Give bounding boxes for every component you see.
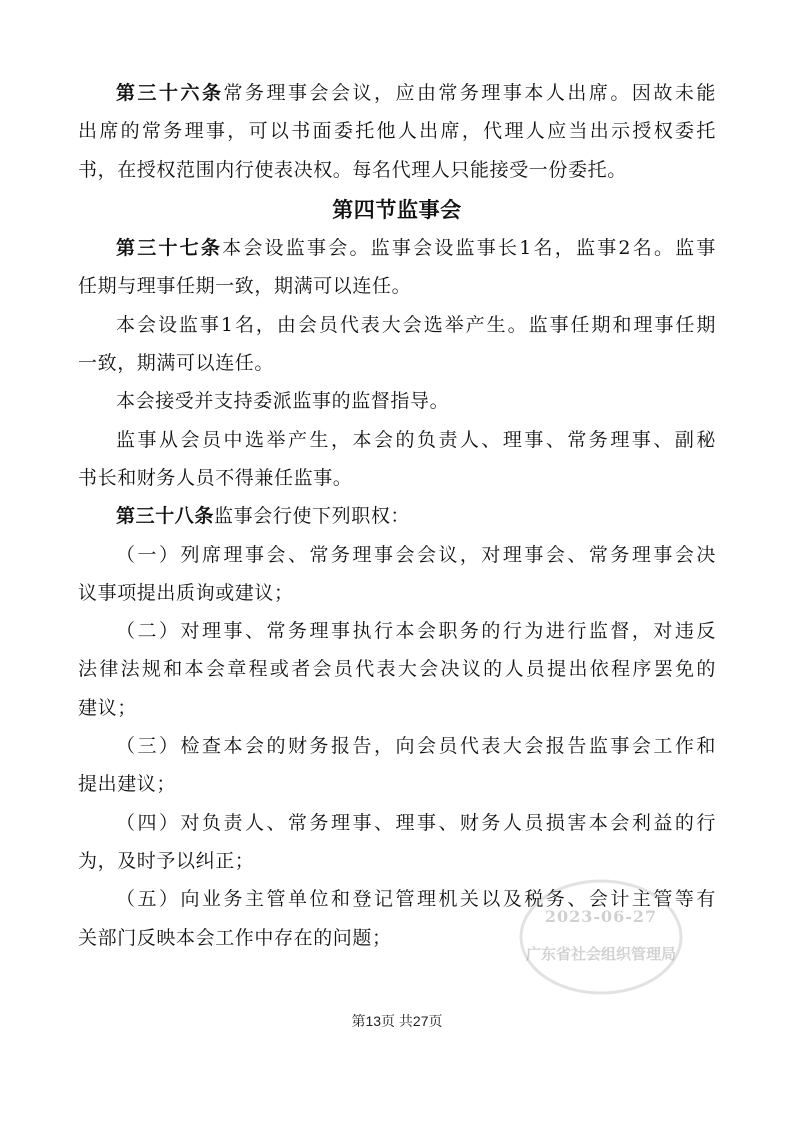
paragraph-p2 [78, 229, 716, 306]
line-text: 本会接受并支持委派监事的监督指导。 [116, 390, 450, 413]
paragraph-p9 [78, 727, 716, 804]
text-line [78, 382, 716, 420]
line-text: 法律法规和本会章程或者会员代表大会决议的人员提出依程序罢免的 [78, 658, 716, 681]
line-text: 书，在授权范围内行使表决权。每名代理人只能接受一份委托。 [78, 158, 627, 181]
paragraph-p6 [78, 497, 716, 535]
text-line [78, 112, 716, 150]
text-line [78, 497, 716, 535]
article-number: 第三十八条 [116, 505, 215, 528]
text-line [78, 765, 716, 803]
seal-date: 2023-06-27 [544, 907, 658, 926]
article-number: 第三十七条 [116, 237, 223, 260]
paragraph-p4 [78, 382, 716, 420]
text-line [78, 344, 716, 382]
text-line [78, 842, 716, 880]
paragraph-p3 [78, 306, 716, 383]
line-text: （四）对负责人、常务理事、理事、财务人员损害本会利益的行 [116, 811, 716, 834]
paragraph-p8 [78, 612, 716, 727]
line-text: 为，及时予以纠正； [78, 849, 255, 872]
text-line [78, 421, 716, 459]
page-number-footer: 第13页 共27页 [351, 1013, 443, 1029]
document-body [78, 74, 716, 957]
line-text: 本会设监事1名，由会员代表大会选举产生。监事任期和理事任期 [116, 313, 716, 336]
seal-ring-icon [517, 877, 685, 997]
text-line [78, 804, 716, 842]
line-text: 监事会行使下列职权： [214, 505, 411, 528]
line-text: 常务理事会会议，应由常务理事本人出席。因故未能 [223, 82, 716, 104]
text-line [78, 229, 716, 267]
text-line [78, 650, 716, 688]
text-line [78, 306, 716, 344]
text-line [78, 727, 716, 765]
paragraph-p7 [78, 536, 716, 613]
text-line [78, 151, 716, 189]
line-text: 本会设监事会。监事会设监事长1名，监事2名。监事 [222, 237, 716, 260]
line-text: 关部门反映本会工作中存在的问题； [78, 926, 392, 949]
line-text: （一）列席理事会、常务理事会会议，对理事会、常务理事会决 [116, 543, 716, 566]
line-text: 建议； [78, 696, 137, 719]
line-text: 议事项提出质询或建议； [78, 581, 294, 604]
text-line [78, 267, 716, 305]
line-text: 监事从会员中选举产生，本会的负责人、理事、常务理事、副秘 [116, 428, 716, 451]
line-text: （二）对理事、常务理事执行本会职务的行为进行监督，对违反 [116, 620, 716, 643]
line-text: 书长和财务人员不得兼任监事。 [78, 466, 353, 489]
paragraph-p1 [78, 74, 716, 189]
text-line [78, 574, 716, 612]
line-text: 提出建议； [78, 773, 177, 796]
official-seal-watermark [517, 877, 685, 997]
article-number: 第三十六条 [116, 82, 224, 104]
line-text: （五）向业务主管单位和登记管理机关以及税务、会计主管等有 [116, 888, 716, 911]
text-line [78, 612, 716, 650]
line-text: 一致，期满可以连任。 [78, 352, 275, 375]
paragraph-p10 [78, 804, 716, 881]
text-line [78, 459, 716, 497]
line-text: 出席的常务理事，可以书面委托他人出席，代理人应当出示授权委托 [78, 120, 716, 143]
section-title: 第四节监事会 [332, 197, 462, 222]
text-line [78, 536, 716, 574]
seal-organization: 广东省社会组织管理局 [525, 945, 676, 963]
paragraph-p5 [78, 421, 716, 498]
line-text: 任期与理事任期一致，期满可以连任。 [78, 275, 412, 298]
text-line [78, 74, 716, 112]
line-text: （三）检查本会的财务报告，向会员代表大会报告监事会工作和 [116, 735, 716, 758]
text-line [78, 689, 716, 727]
